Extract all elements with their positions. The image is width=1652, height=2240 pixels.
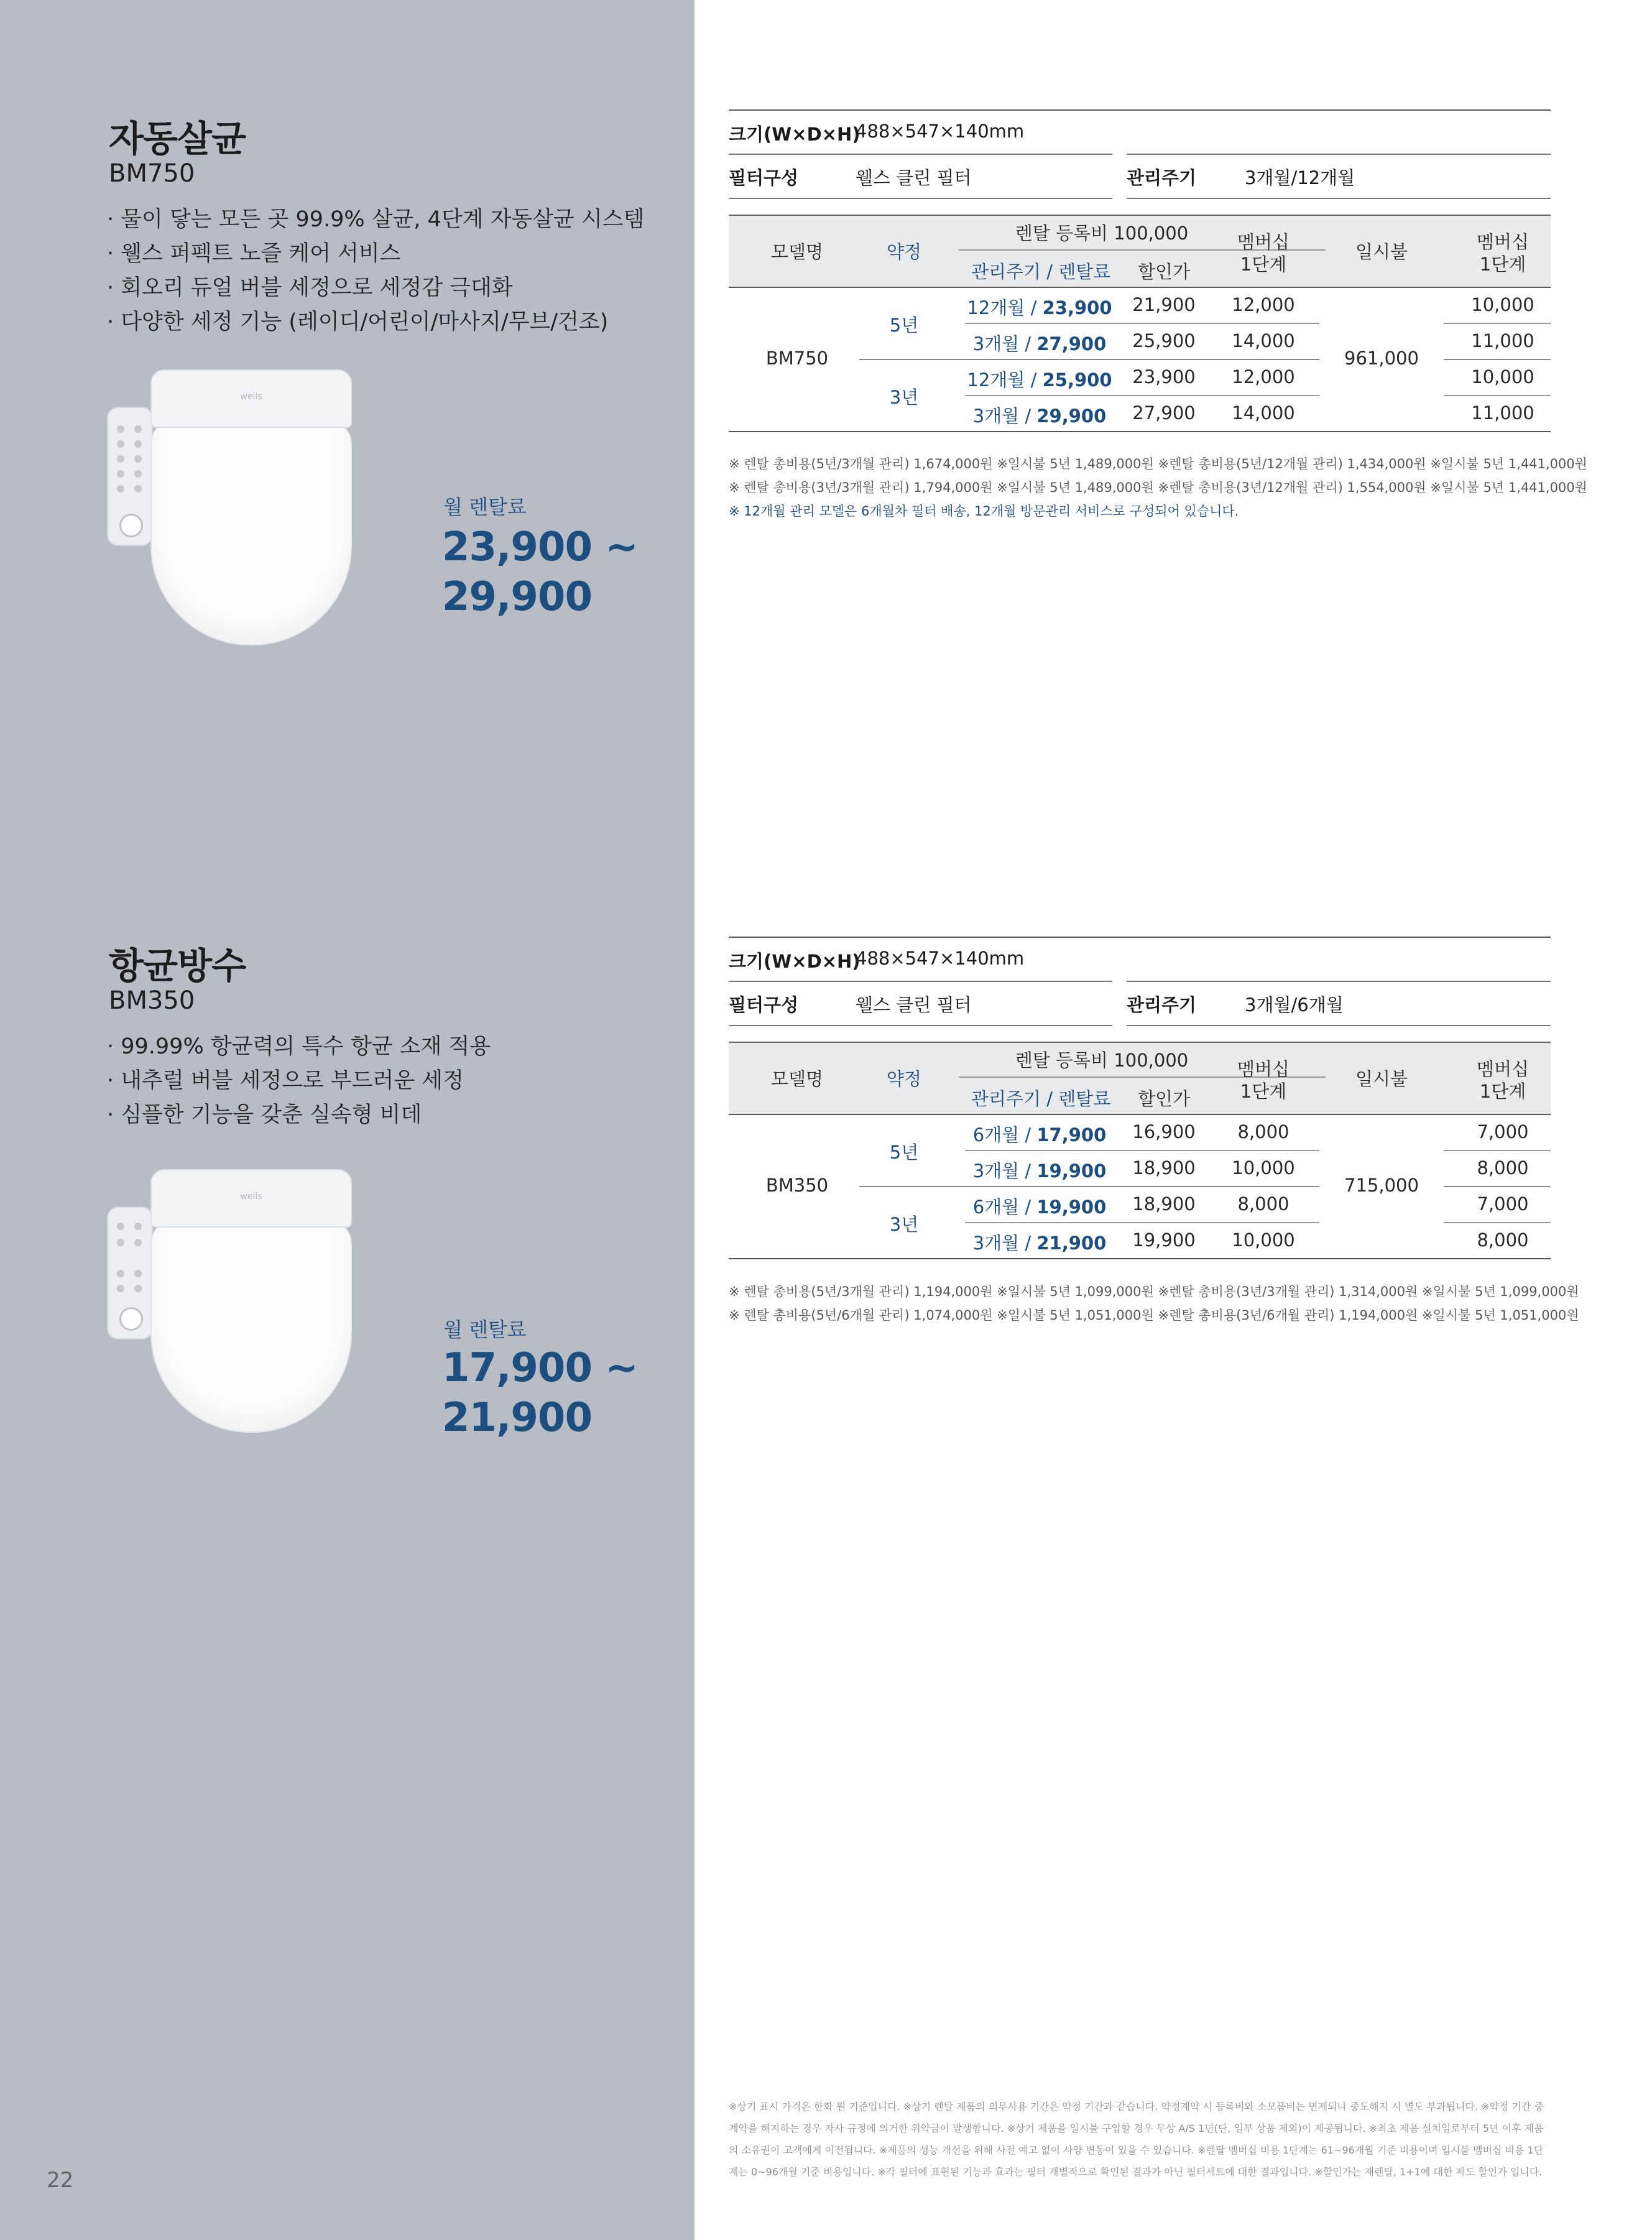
header-bottom-line xyxy=(729,287,1551,288)
discount-price: 27,900 xyxy=(1132,402,1196,423)
seat-lid-icon xyxy=(150,1169,352,1228)
membership2-price: 8,000 xyxy=(1477,1157,1529,1178)
feature-item: · 회오리 듀얼 버블 세정으로 세정감 극대화 xyxy=(107,275,513,300)
rental-fee: 19,900 xyxy=(1036,1196,1107,1218)
contract-term: 5년 xyxy=(889,1142,919,1163)
discount-price: 21,900 xyxy=(1132,294,1196,315)
membership-price: 8,000 xyxy=(1237,1121,1290,1142)
header-cycle-fee: 관리주기 / 렌탈료 xyxy=(971,261,1111,282)
header-bottom-line xyxy=(729,1114,1551,1115)
remote-control-icon xyxy=(107,407,153,546)
cycle-label: 3개월 / xyxy=(972,1160,1037,1182)
model-name: BM750 xyxy=(765,348,829,369)
cycle-label: 관리주기 xyxy=(1127,167,1197,188)
header-discount: 할인가 xyxy=(1137,261,1191,282)
header-member-a: 멤버십 xyxy=(1237,231,1290,252)
header-cycle-fee: 관리주기 / 렌탈료 xyxy=(971,1088,1111,1109)
product-title: 항균방수 xyxy=(109,945,246,987)
row-line xyxy=(965,1222,1319,1223)
brand-logo: wells xyxy=(240,392,262,402)
brand-logo: wells xyxy=(240,1192,262,1201)
note: ※ 12개월 관리 모델은 6개월차 필터 배송, 12개월 방문관리 서비스로 구성되어 있습니다. xyxy=(729,504,1239,519)
rent-range xyxy=(442,522,638,622)
feature-item: · 99.99% 항균력의 특수 항균 소재 적용 xyxy=(107,1034,491,1059)
rent-label: 월 렌탈료 xyxy=(443,1318,527,1341)
seat-lid-icon xyxy=(150,369,352,428)
cycle-label: 6개월 / xyxy=(972,1124,1037,1145)
membership2-price: 7,000 xyxy=(1477,1193,1529,1215)
group-line xyxy=(1444,1186,1551,1187)
membership2-price: 7,000 xyxy=(1477,1121,1529,1142)
product-model: BM750 xyxy=(109,159,195,188)
group-line xyxy=(859,1186,1319,1187)
header-contract: 약정 xyxy=(886,1068,922,1090)
cycle-label: 12개월 / xyxy=(967,297,1043,318)
rental-fee: 25,900 xyxy=(1042,369,1112,391)
membership2-price: 8,000 xyxy=(1477,1229,1529,1251)
discount-price: 19,900 xyxy=(1132,1229,1196,1251)
cycle-label: 3개월 / xyxy=(972,405,1037,427)
header-member-b: 1단계 xyxy=(1240,254,1287,275)
feature-item: · 심플한 기능을 갖춘 실속형 비데 xyxy=(107,1103,422,1127)
membership2-price: 11,000 xyxy=(1471,330,1534,351)
header-member2-b: 1단계 xyxy=(1479,1081,1526,1102)
header-contract: 약정 xyxy=(886,241,922,262)
header-member2-b: 1단계 xyxy=(1479,254,1526,275)
row-line xyxy=(1444,1222,1551,1223)
price-table xyxy=(729,1042,1551,1266)
header-lump: 일시불 xyxy=(1355,1068,1408,1090)
footer-disclaimer: ※상기 표시 가격은 한화 원 기준입니다. ※상기 렌탈 제품의 의무사용 기간은 약정 기간과 같습니다. 약정계약 시 등록비와 소모품비는 면제되나 중도해지 시 별도 부과됩니다. ※약정 기간 중 계약을 해지하는 경우 자사 규정에 의거한 위약금이 발생합니다. ※상기 제품을 일시불 구입할 경우 무상 A/S 1년(단, 일부 상품 제외)이 제공됩니다. ※최초 제품 설치일로부터 5년 이후 제품의 소유권이 고객에게 이전됩니다. ※제품의 성능 개선을 위해 사전 예고 없이 사양 변동이 있을 수 있습니다. ※렌탈 멤버십 비용 1단계는 61~96개월 기준 비용이며 일시불 멤버십 비용 1단계는 0~96개월 기준 비용입니다. ※각 필터에 표현된 기능과 효과는 필터 개별적으로 확인된 결과가 아닌 필터세트에 대한 결과입니다. ※할인가는 재렌탈, 1+1에 대한 제도 할인가 입니다. xyxy=(729,2101,1544,2178)
discount-price: 16,900 xyxy=(1132,1121,1196,1142)
price-table xyxy=(729,215,1551,438)
header-member2-a: 멤버십 xyxy=(1476,1058,1530,1080)
rent-label: 월 렌탈료 xyxy=(443,495,527,519)
header-reg-fee: 렌탈 등록비 100,000 xyxy=(1015,1050,1189,1071)
feature-item: · 웰스 퍼펙트 노즐 케어 서비스 xyxy=(107,241,401,266)
bidet-image xyxy=(107,369,356,649)
membership2-price: 10,000 xyxy=(1471,294,1534,315)
header-model: 모델명 xyxy=(770,241,824,262)
bidet-image xyxy=(107,1169,356,1437)
header-reg-fee: 렌탈 등록비 100,000 xyxy=(1015,223,1189,244)
rental-fee: 23,900 xyxy=(1042,297,1112,318)
cycle-label: 3개월 / xyxy=(972,1233,1037,1254)
rental-fee: 19,900 xyxy=(1036,1160,1107,1182)
membership2-price: 11,000 xyxy=(1471,402,1534,423)
product-model: BM350 xyxy=(109,986,195,1015)
cycle-label: 6개월 / xyxy=(972,1196,1037,1218)
rent-range-min: 17,900 ~ xyxy=(442,1345,638,1391)
size-label: 크기(W×D×H) xyxy=(729,951,861,972)
feature-item: · 내추럴 버블 세정으로 부드러운 세정 xyxy=(107,1068,464,1093)
note: ※ 렌탈 총비용(3년/3개월 관리) 1,794,000원 ※일시불 5년 1,489,000원 ※렌탈 총비용(3년/12개월 관리) 1,554,000원 ※일시불 5년 1,441,000원 xyxy=(729,480,1587,495)
row-line xyxy=(1444,323,1551,324)
row-line xyxy=(965,395,1319,396)
filter-label: 필터구성 xyxy=(729,994,799,1016)
group-line xyxy=(859,359,1319,360)
header-discount: 할인가 xyxy=(1137,1088,1191,1109)
discount-price: 18,900 xyxy=(1132,1193,1196,1215)
contract-term: 5년 xyxy=(889,315,919,336)
membership-price: 14,000 xyxy=(1232,402,1295,423)
filter-value: 웰스 클린 필터 xyxy=(856,994,972,1016)
rental-fee: 17,900 xyxy=(1036,1124,1107,1145)
rental-fee: 29,900 xyxy=(1036,405,1107,427)
size-label: 크기(W×D×H) xyxy=(729,124,861,145)
cycle-value: 3개월/6개월 xyxy=(1245,994,1344,1016)
rent-range-max: 21,900 xyxy=(442,1395,592,1441)
row-line xyxy=(1444,395,1551,396)
note: ※ 렌탈 총비용(5년/6개월 관리) 1,074,000원 ※일시불 5년 1,051,000원 ※렌탈 총비용(3년/6개월 관리) 1,194,000원 ※일시불 5년 1,051,000원 xyxy=(729,1308,1579,1323)
row-line xyxy=(965,1150,1319,1151)
rental-fee: 27,900 xyxy=(1036,333,1107,354)
feature-item: · 물이 닿는 모든 곳 99.9% 살균, 4단계 자동살균 시스템 xyxy=(107,207,645,232)
size-value: 488×547×140mm xyxy=(856,121,1025,142)
size-value: 488×547×140mm xyxy=(856,948,1025,969)
membership-price: 10,000 xyxy=(1232,1157,1295,1178)
row-line xyxy=(1444,1150,1551,1151)
group-line xyxy=(1444,359,1551,360)
cycle-label: 관리주기 xyxy=(1127,994,1197,1016)
membership-price: 8,000 xyxy=(1237,1193,1290,1215)
membership-price: 12,000 xyxy=(1232,366,1295,387)
header-lump: 일시불 xyxy=(1355,241,1408,262)
contract-term: 3년 xyxy=(889,387,919,408)
remote-control-icon xyxy=(107,1206,153,1340)
row-line xyxy=(965,323,1319,324)
filter-label: 필터구성 xyxy=(729,167,799,188)
model-name: BM350 xyxy=(765,1175,829,1196)
cycle-label: 3개월 / xyxy=(972,333,1037,354)
rental-fee: 21,900 xyxy=(1036,1233,1107,1254)
header-member2-a: 멤버십 xyxy=(1476,231,1530,252)
table-bottom-line xyxy=(729,1258,1551,1259)
seat-bowl-icon xyxy=(150,419,352,646)
feature-list xyxy=(107,203,644,340)
note: ※ 렌탈 총비용(5년/3개월 관리) 1,674,000원 ※일시불 5년 1,489,000원 ※렌탈 총비용(5년/12개월 관리) 1,434,000원 ※일시불 5년 1,441,000원 xyxy=(729,456,1587,471)
rent-range xyxy=(442,1343,638,1443)
seat-bowl-icon xyxy=(150,1219,352,1433)
discount-price: 23,900 xyxy=(1132,366,1196,387)
membership-price: 14,000 xyxy=(1232,330,1295,351)
discount-price: 18,900 xyxy=(1132,1157,1196,1178)
header-model: 모델명 xyxy=(770,1068,824,1090)
lump-sum-price: 961,000 xyxy=(1344,348,1419,369)
membership-price: 10,000 xyxy=(1232,1229,1295,1251)
note: ※ 렌탈 총비용(5년/3개월 관리) 1,194,000원 ※일시불 5년 1,099,000원 ※렌탈 총비용(3년/3개월 관리) 1,314,000원 ※일시불 5년 1,099,000원 xyxy=(729,1284,1579,1299)
cycle-label: 12개월 / xyxy=(967,369,1043,391)
cycle-value: 3개월/12개월 xyxy=(1245,167,1355,188)
feature-list xyxy=(107,1030,491,1132)
header-member-b: 1단계 xyxy=(1240,1081,1287,1102)
feature-item: · 다양한 세정 기능 (레이디/어린이/마사지/무브/건조) xyxy=(107,310,609,335)
lump-sum-price: 715,000 xyxy=(1344,1175,1419,1196)
contract-term: 3년 xyxy=(889,1214,919,1235)
filter-value: 웰스 클린 필터 xyxy=(856,167,972,188)
membership-price: 12,000 xyxy=(1232,294,1295,315)
rent-range-max: 29,900 xyxy=(442,574,592,620)
product-title: 자동살균 xyxy=(109,118,246,160)
header-member-a: 멤버십 xyxy=(1237,1058,1290,1080)
discount-price: 25,900 xyxy=(1132,330,1196,351)
membership2-price: 10,000 xyxy=(1471,366,1534,387)
rent-range-min: 23,900 ~ xyxy=(442,524,638,570)
page-number: 22 xyxy=(47,2168,74,2193)
table-bottom-line xyxy=(729,431,1551,432)
